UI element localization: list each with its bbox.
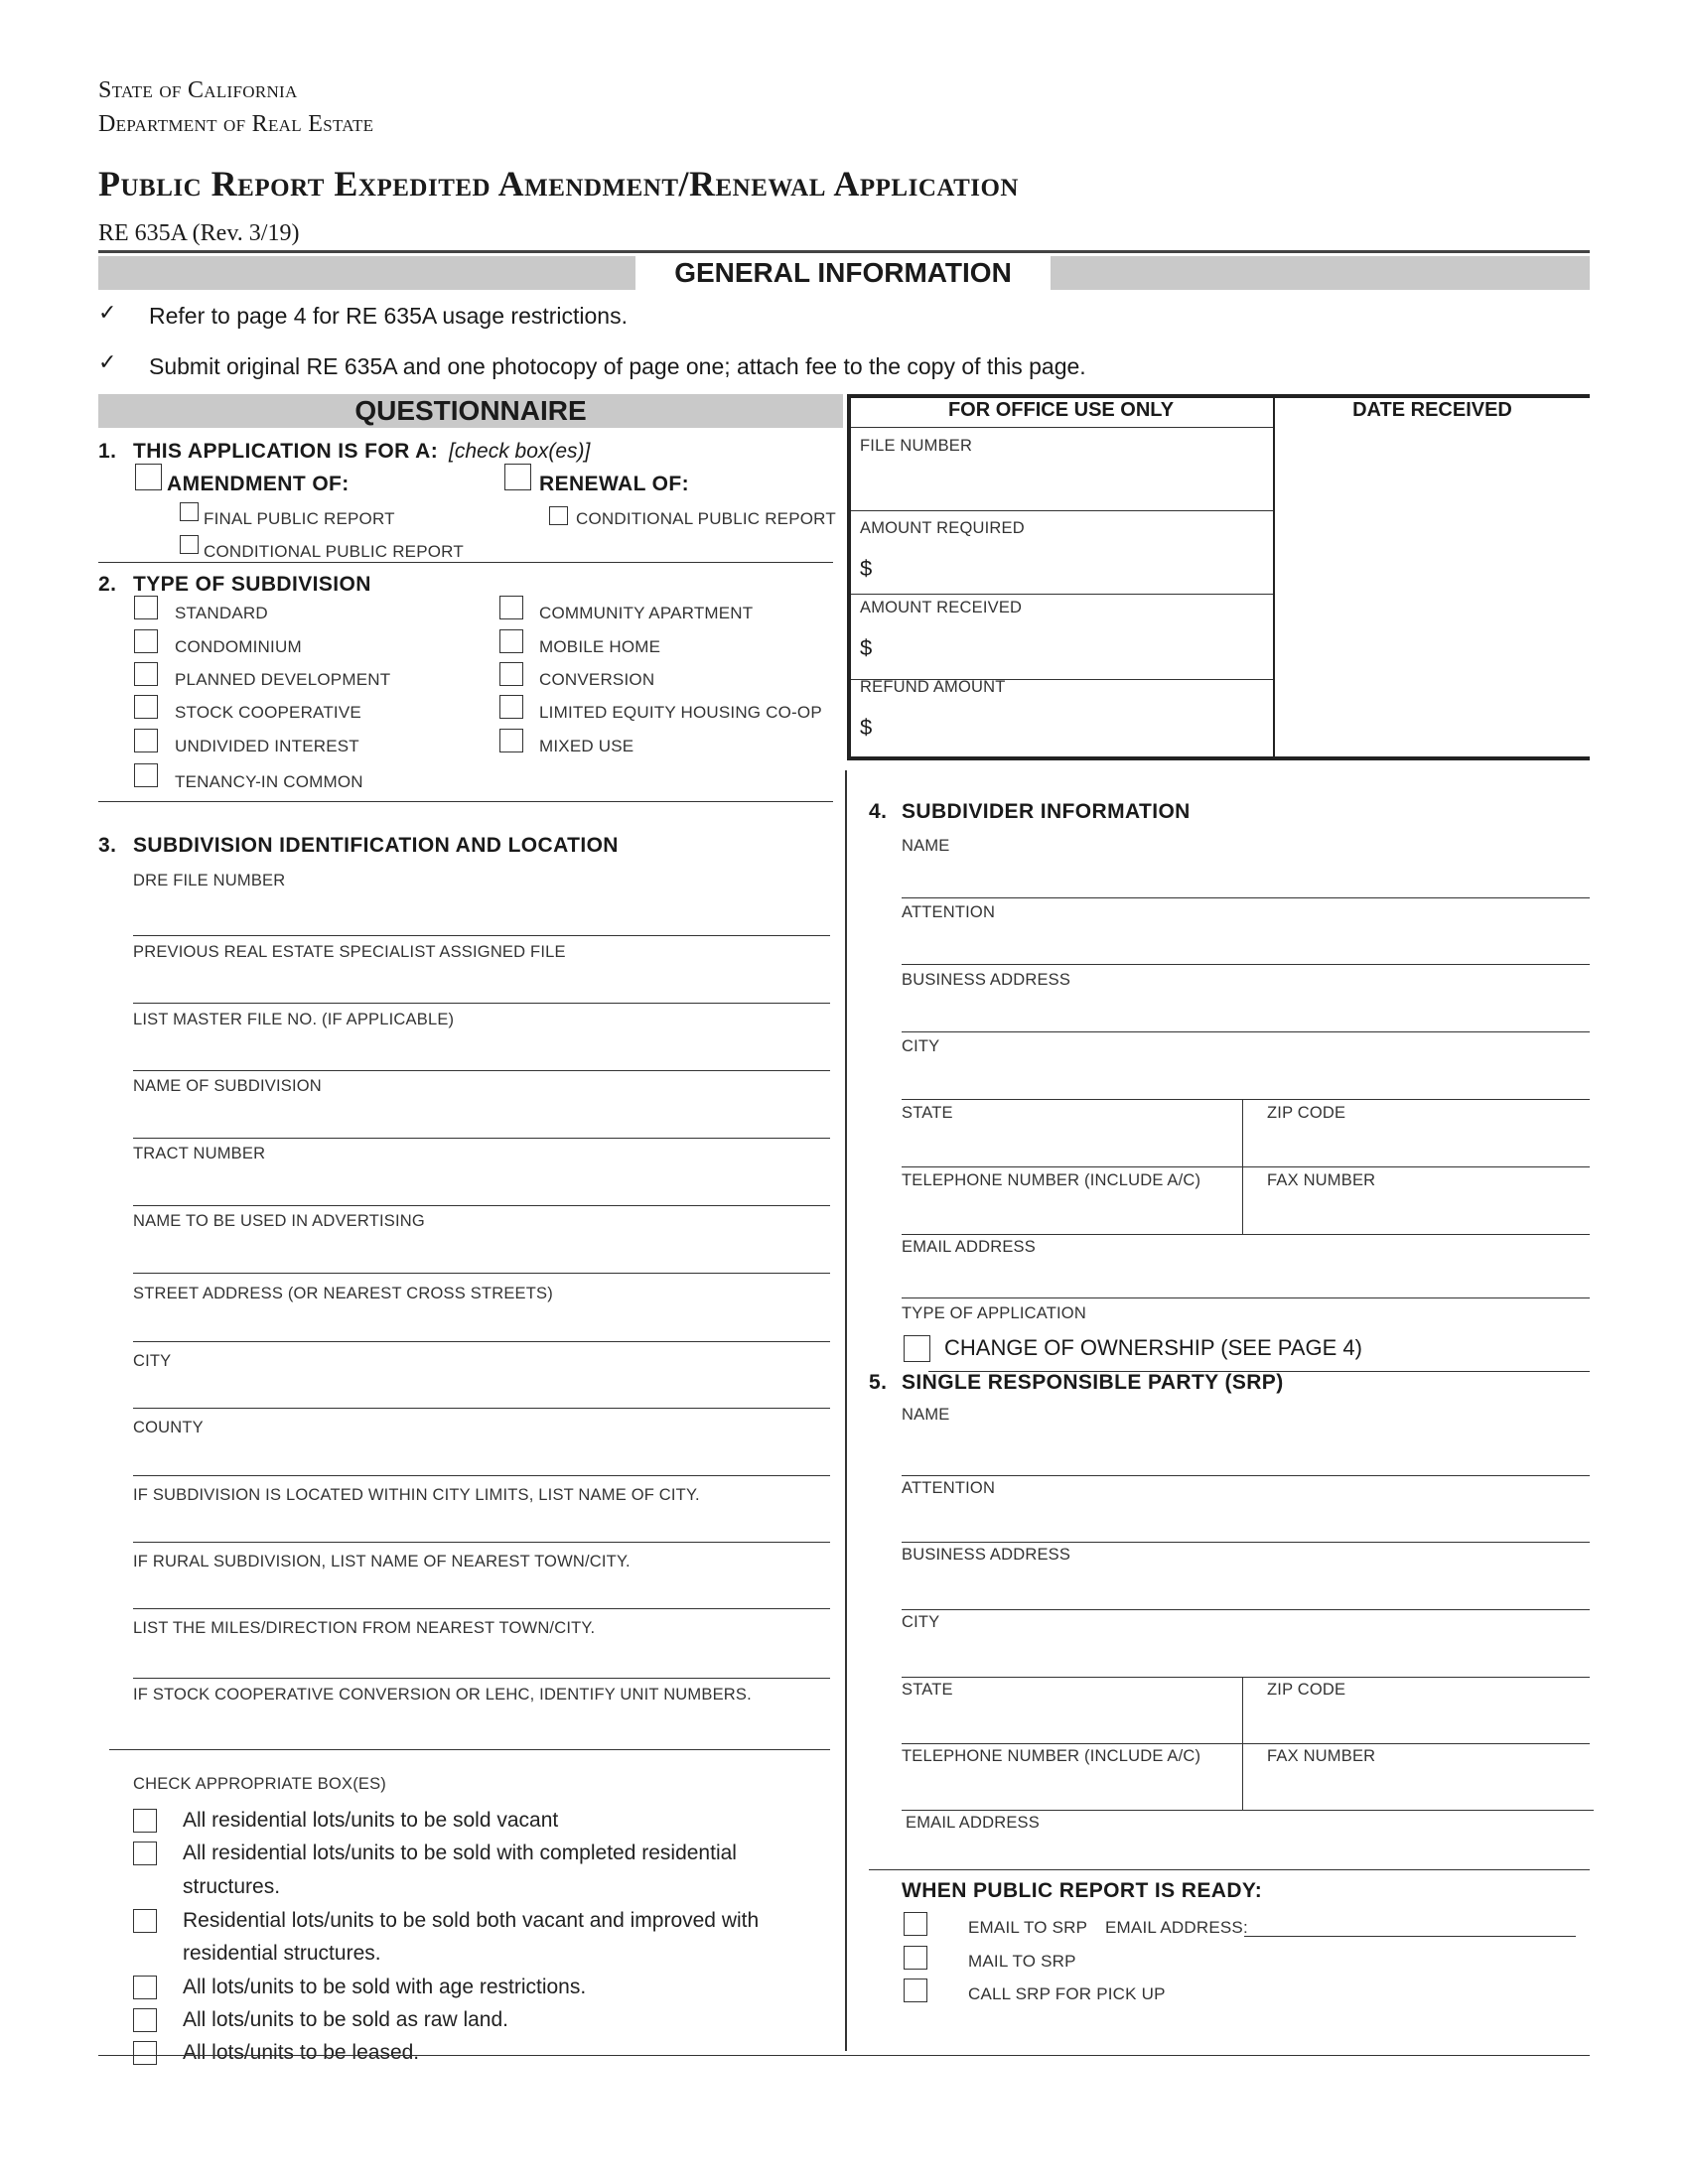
previous-specialist-label: PREVIOUS REAL ESTATE SPECIALIST ASSIGNED FILE	[133, 943, 566, 961]
file-number-label: FILE NUMBER	[860, 437, 973, 455]
renew-conditional-checkbox[interactable]	[549, 506, 568, 525]
subdivider-state-label: STATE	[902, 1104, 953, 1122]
srp-address-field[interactable]	[902, 1609, 1590, 1610]
srp-email-address-field[interactable]	[1244, 1936, 1576, 1937]
amendment-checkbox[interactable]	[135, 464, 162, 490]
divider	[1242, 1677, 1243, 1810]
miles-direction-field[interactable]	[133, 1678, 830, 1679]
type-community-apartment-label: COMMUNITY APARTMENT	[539, 604, 754, 622]
county-field[interactable]	[133, 1475, 830, 1476]
subdivider-email-label: EMAIL ADDRESS	[902, 1238, 1036, 1256]
srp-phone-fax-field[interactable]	[902, 1810, 1594, 1811]
divider	[98, 562, 833, 563]
divider	[98, 801, 833, 802]
type-undivided-interest-checkbox[interactable]	[134, 729, 158, 752]
subdivider-name-field[interactable]	[902, 897, 1590, 898]
subdivider-attention-label: ATTENTION	[902, 903, 996, 921]
column-divider	[845, 770, 847, 2051]
section5-title: SINGLE RESPONSIBLE PARTY (SRP)	[902, 1371, 1284, 1394]
amend-conditional-label: CONDITIONAL PUBLIC REPORT	[204, 542, 464, 561]
section3-title: SUBDIVISION IDENTIFICATION AND LOCATION	[133, 834, 619, 857]
tract-number-field[interactable]	[133, 1205, 830, 1206]
file-number-field[interactable]	[851, 459, 1273, 508]
srp-email-address-label: EMAIL ADDRESS:	[1105, 1918, 1248, 1937]
form-title: Public Report Expedited Amendment/Renewal Application	[98, 164, 1019, 204]
subdivider-name-label: NAME	[902, 837, 950, 855]
section2-title: TYPE OF SUBDIVISION	[133, 573, 371, 596]
amend-final-checkbox[interactable]	[180, 502, 199, 521]
mail-srp-label: MAIL TO SRP	[968, 1952, 1076, 1971]
amount-required-label: AMOUNT REQUIRED	[860, 519, 1025, 537]
type-mobile-home-label: MOBILE HOME	[539, 637, 661, 656]
office-top-border	[847, 394, 1590, 398]
renewal-label: RENEWAL OF:	[539, 473, 690, 495]
renewal-checkbox[interactable]	[504, 464, 531, 490]
master-file-label: LIST MASTER FILE NO. (IF APPLICABLE)	[133, 1011, 455, 1028]
sold-both-checkbox[interactable]	[133, 1909, 157, 1933]
change-of-ownership-label: CHANGE OF OWNERSHIP (SEE PAGE 4)	[944, 1335, 1362, 1360]
raw-land-checkbox[interactable]	[133, 2008, 157, 2032]
subdivider-telephone-label: TELEPHONE NUMBER (INCLUDE A/C)	[902, 1171, 1201, 1189]
office-left-border	[847, 394, 851, 758]
subdivider-address-label: BUSINESS ADDRESS	[902, 971, 1071, 989]
srp-email-field[interactable]	[869, 1869, 1590, 1870]
check-mark-icon: ✓	[98, 300, 117, 325]
type-mixed-use-label: MIXED USE	[539, 737, 634, 755]
divider	[851, 594, 1273, 595]
type-mobile-home-checkbox[interactable]	[499, 629, 523, 653]
sold-completed-checkbox[interactable]	[133, 1842, 157, 1865]
srp-attention-label: ATTENTION	[902, 1479, 996, 1497]
srp-name-field[interactable]	[902, 1475, 1590, 1476]
subdivision-name-field[interactable]	[133, 1138, 830, 1139]
srp-address-label: BUSINESS ADDRESS	[902, 1546, 1071, 1564]
type-planned-development-checkbox[interactable]	[134, 662, 158, 686]
previous-specialist-field[interactable]	[133, 1003, 830, 1004]
srp-telephone-label: TELEPHONE NUMBER (INCLUDE A/C)	[902, 1747, 1201, 1765]
form-number: RE 635A (Rev. 3/19)	[98, 220, 300, 246]
type-community-apartment-checkbox[interactable]	[499, 596, 523, 619]
type-standard-label: STANDARD	[175, 604, 268, 622]
amount-received-currency: $	[860, 635, 873, 660]
section3-num: 3.	[98, 834, 117, 857]
city-label: CITY	[133, 1352, 172, 1370]
advertising-name-label: NAME TO BE USED IN ADVERTISING	[133, 1212, 425, 1230]
section1-num: 1.	[98, 440, 117, 463]
dre-file-number-field[interactable]	[133, 935, 830, 936]
report-ready-heading: WHEN PUBLIC REPORT IS READY:	[902, 1879, 1263, 1902]
amount-received-field[interactable]	[879, 627, 1271, 667]
refund-amount-label: REFUND AMOUNT	[860, 678, 1006, 696]
divider	[1242, 1099, 1243, 1234]
miles-direction-label: LIST THE MILES/DIRECTION FROM NEAREST TOWN/CITY.	[133, 1619, 596, 1637]
amend-final-label: FINAL PUBLIC REPORT	[204, 509, 395, 528]
street-address-field[interactable]	[133, 1341, 830, 1342]
type-lehc-label: LIMITED EQUITY HOUSING CO-OP	[539, 703, 822, 722]
email-srp-label: EMAIL TO SRP	[968, 1918, 1088, 1937]
type-condominium-checkbox[interactable]	[134, 629, 158, 653]
type-standard-checkbox[interactable]	[134, 596, 158, 619]
srp-name-label: NAME	[902, 1406, 950, 1424]
type-planned-development-label: PLANNED DEVELOPMENT	[175, 670, 391, 689]
type-condominium-label: CONDOMINIUM	[175, 637, 302, 656]
master-file-field[interactable]	[133, 1070, 830, 1071]
top-rule	[98, 250, 1590, 253]
office-bottom-border	[847, 756, 1590, 760]
section4-title: SUBDIVIDER INFORMATION	[902, 800, 1191, 823]
type-lehc-checkbox[interactable]	[499, 695, 523, 719]
type-stock-cooperative-checkbox[interactable]	[134, 695, 158, 719]
change-of-ownership-checkbox[interactable]	[904, 1335, 930, 1362]
srp-state-zip-field[interactable]	[902, 1743, 1590, 1744]
sold-both-label: Residential lots/units to be sold both vacant and improved with	[183, 1909, 760, 1932]
srp-attention-field[interactable]	[902, 1542, 1590, 1543]
tract-number-label: TRACT NUMBER	[133, 1145, 266, 1162]
subdivider-phone-fax-field[interactable]	[902, 1234, 1590, 1235]
divider	[851, 510, 1273, 511]
city-limits-label: IF SUBDIVISION IS LOCATED WITHIN CITY LIMITS, LIST NAME OF CITY.	[133, 1486, 700, 1504]
type-conversion-label: CONVERSION	[539, 670, 655, 689]
state-name: State of California	[98, 77, 298, 103]
section4-num: 4.	[869, 800, 888, 823]
city-limits-field[interactable]	[133, 1542, 830, 1543]
general-info-heading: GENERAL INFORMATION	[635, 256, 1051, 290]
refund-amount-field[interactable]	[879, 707, 1271, 751]
sold-completed-label-cont: structures.	[183, 1875, 281, 1898]
amount-required-currency: $	[860, 556, 873, 581]
type-tenancy-in-common-label: TENANCY-IN COMMON	[175, 772, 363, 791]
amendment-label: AMENDMENT OF:	[167, 473, 350, 495]
leased-checkbox[interactable]	[133, 2041, 157, 2065]
subdivider-address-field[interactable]	[902, 1031, 1590, 1032]
dre-file-number-label: DRE FILE NUMBER	[133, 872, 286, 889]
check-mark-icon: ✓	[98, 349, 117, 374]
subdivider-zip-label: ZIP CODE	[1267, 1104, 1346, 1122]
srp-fax-label: FAX NUMBER	[1267, 1747, 1376, 1765]
leased-label: All lots/units to be leased.	[183, 2041, 420, 2064]
sold-vacant-label: All residential lots/units to be sold vacant	[183, 1809, 559, 1832]
amount-required-field[interactable]	[879, 548, 1271, 588]
bullet-submit: Submit original RE 635A and one photocopy of page one; attach fee to the copy of this page.	[149, 353, 1086, 379]
bullet-usage: Refer to page 4 for RE 635A usage restrictions.	[149, 303, 628, 329]
srp-state-label: STATE	[902, 1681, 953, 1699]
department-name: Department of Real Estate	[98, 111, 374, 137]
amount-received-label: AMOUNT RECEIVED	[860, 599, 1023, 616]
questionnaire-heading: QUESTIONNAIRE	[98, 394, 843, 428]
unit-numbers-field[interactable]	[109, 1749, 830, 1750]
bottom-rule	[98, 2055, 1590, 2056]
type-stock-cooperative-label: STOCK COOPERATIVE	[175, 703, 361, 722]
county-label: COUNTY	[133, 1419, 204, 1436]
rural-town-label: IF RURAL SUBDIVISION, LIST NAME OF NEAREST TOWN/CITY.	[133, 1553, 631, 1570]
sold-completed-label: All residential lots/units to be sold with completed residential	[183, 1842, 737, 1864]
type-conversion-checkbox[interactable]	[499, 662, 523, 686]
raw-land-label: All lots/units to be sold as raw land.	[183, 2008, 509, 2031]
srp-email-label: EMAIL ADDRESS	[906, 1814, 1040, 1832]
type-undivided-interest-label: UNDIVIDED INTEREST	[175, 737, 359, 755]
age-restrictions-checkbox[interactable]	[133, 1976, 157, 1999]
subdivider-state-zip-field[interactable]	[902, 1166, 1590, 1167]
age-restrictions-label: All lots/units to be sold with age restrictions.	[183, 1976, 587, 1998]
city-field[interactable]	[133, 1408, 830, 1409]
srp-zip-label: ZIP CODE	[1267, 1681, 1346, 1699]
date-received-heading: DATE RECEIVED	[1352, 399, 1512, 421]
refund-amount-currency: $	[860, 715, 873, 740]
mail-srp-checkbox[interactable]	[904, 1946, 927, 1970]
sold-vacant-checkbox[interactable]	[133, 1809, 157, 1833]
rural-town-field[interactable]	[133, 1608, 830, 1609]
subdivider-city-field[interactable]	[902, 1099, 1590, 1100]
section1-title: THIS APPLICATION IS FOR A:	[133, 440, 439, 463]
check-appropriate-label: CHECK APPROPRIATE BOX(ES)	[133, 1775, 386, 1793]
srp-city-field[interactable]	[902, 1677, 1590, 1678]
type-of-application-label: TYPE OF APPLICATION	[902, 1304, 1086, 1322]
sold-both-label-cont: residential structures.	[183, 1942, 381, 1965]
subdivider-attention-field[interactable]	[902, 964, 1590, 965]
call-srp-label: CALL SRP FOR PICK UP	[968, 1984, 1166, 2003]
email-srp-checkbox[interactable]	[904, 1912, 927, 1936]
type-mixed-use-checkbox[interactable]	[499, 729, 523, 752]
office-use-heading: FOR OFFICE USE ONLY	[947, 399, 1175, 421]
renew-conditional-label: CONDITIONAL PUBLIC REPORT	[576, 509, 836, 528]
advertising-name-field[interactable]	[133, 1273, 830, 1274]
date-received-area[interactable]	[1275, 427, 1590, 754]
subdivider-fax-label: FAX NUMBER	[1267, 1171, 1376, 1189]
subdivider-city-label: CITY	[902, 1037, 940, 1055]
street-address-label: STREET ADDRESS (OR NEAREST CROSS STREETS)	[133, 1285, 553, 1302]
section1-note: [check box(es)]	[449, 440, 591, 463]
section2-num: 2.	[98, 573, 117, 596]
unit-numbers-label: IF STOCK COOPERATIVE CONVERSION OR LEHC, IDENTIFY UNIT NUMBERS.	[133, 1686, 752, 1704]
subdivider-email-field[interactable]	[902, 1297, 1590, 1298]
type-tenancy-in-common-checkbox[interactable]	[134, 763, 158, 787]
subdivision-name-label: NAME OF SUBDIVISION	[133, 1077, 322, 1095]
amend-conditional-checkbox[interactable]	[180, 535, 199, 554]
section5-num: 5.	[869, 1371, 888, 1394]
srp-city-label: CITY	[902, 1613, 940, 1631]
call-srp-checkbox[interactable]	[904, 1979, 927, 2002]
divider	[851, 427, 1273, 428]
